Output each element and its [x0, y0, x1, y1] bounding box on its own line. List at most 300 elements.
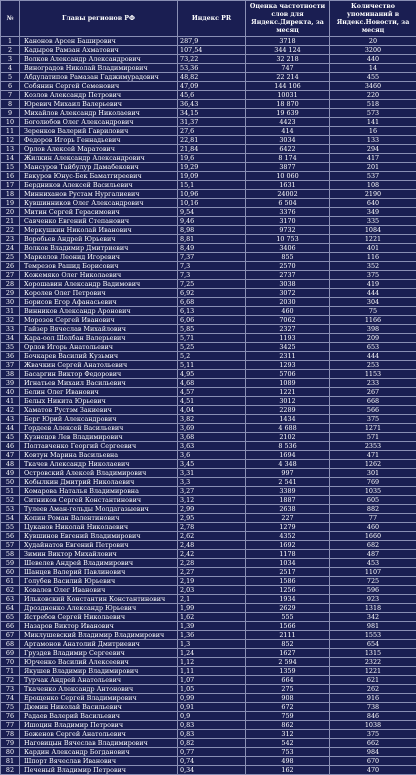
table-row: [1, 595, 416, 604]
pr-index-cell: 7,37: [178, 253, 246, 262]
row-number-cell: 46: [1, 442, 20, 451]
table-row: [1, 325, 416, 334]
pr-index-cell: 0,83: [178, 730, 246, 739]
direct-frequency-cell: 10031: [246, 91, 330, 100]
governor-name-cell: Шевелев Андрей Владимирович: [20, 559, 178, 568]
pr-index-cell: 4,95: [178, 370, 246, 379]
direct-frequency-cell: 3425: [246, 343, 330, 352]
governor-name-cell: Артамонов Анатолий Дмитриевич: [20, 640, 178, 649]
news-mentions-cell: 133: [330, 136, 416, 145]
news-mentions-cell: 846: [330, 712, 416, 721]
row-number-cell: 49: [1, 469, 20, 478]
pr-index-cell: 287,9: [178, 37, 246, 46]
news-mentions-cell: 470: [330, 766, 416, 775]
direct-frequency-cell: 2629: [246, 604, 330, 613]
header-yandex-news-mentions: Количество упоминаний в Яндекс.Новости, за месяц: [330, 1, 416, 37]
news-mentions-cell: 375: [330, 415, 416, 424]
row-number-cell: 19: [1, 199, 20, 208]
pr-index-cell: 34,15: [178, 109, 246, 118]
row-number-cell: 37: [1, 361, 20, 370]
governor-name-cell: Темрезов Рашид Борисович: [20, 262, 178, 271]
news-mentions-cell: 1262: [330, 460, 416, 469]
pr-index-cell: 3,45: [178, 460, 246, 469]
row-number-cell: 43: [1, 415, 20, 424]
governor-name-cell: Боголюбов Олег Александрович: [20, 118, 178, 127]
table-row: [1, 244, 416, 253]
pr-index-cell: 31,37: [178, 118, 246, 127]
row-number-cell: 28: [1, 280, 20, 289]
row-number-cell: 22: [1, 226, 20, 235]
governor-name-cell: Копин Роман Валентинович: [20, 514, 178, 523]
pr-index-cell: 3,68: [178, 433, 246, 442]
governor-name-cell: Королев Олег Петрович: [20, 289, 178, 298]
table-row: [1, 46, 416, 55]
governor-name-cell: Жилкин Александр Александрович: [20, 154, 178, 163]
pr-index-cell: 1,05: [178, 685, 246, 694]
news-mentions-cell: 460: [330, 523, 416, 532]
row-number-cell: 78: [1, 730, 20, 739]
table-row: [1, 289, 416, 298]
table-row: [1, 37, 416, 46]
header-yandex-direct-frequency: Оценка частотности слов для Яндекс.Директа, за месяц: [246, 1, 330, 37]
direct-frequency-cell: 344 124: [246, 46, 330, 55]
row-number-cell: 44: [1, 424, 20, 433]
governor-name-cell: Ильковский Константин Константинович: [20, 595, 178, 604]
governor-name-cell: Михайлов Александр Николаевич: [20, 109, 178, 118]
direct-frequency-cell: 3038: [246, 280, 330, 289]
row-number-cell: 14: [1, 154, 20, 163]
row-number-cell: 41: [1, 397, 20, 406]
direct-frequency-cell: 1631: [246, 181, 330, 190]
news-mentions-cell: 349: [330, 208, 416, 217]
table-row: [1, 613, 416, 622]
pr-index-cell: 8,81: [178, 235, 246, 244]
direct-frequency-cell: 1293: [246, 361, 330, 370]
pr-index-cell: 0,82: [178, 739, 246, 748]
governor-name-cell: Кожемяко Олег Николаевич: [20, 271, 178, 280]
governor-name-cell: Минниханов Рустам Нургалиевич: [20, 190, 178, 199]
table-row: [1, 217, 416, 226]
news-mentions-cell: 267: [330, 388, 416, 397]
news-mentions-cell: 20: [330, 37, 416, 46]
governor-name-cell: Шанцев Валерий Павлинович: [20, 568, 178, 577]
row-number-cell: 47: [1, 451, 20, 460]
table-row: [1, 568, 416, 577]
table-row: [1, 469, 416, 478]
news-mentions-cell: 981: [330, 622, 416, 631]
pr-index-cell: 6,92: [178, 289, 246, 298]
direct-frequency-cell: 4352: [246, 532, 330, 541]
pr-index-cell: 10,96: [178, 190, 246, 199]
table-row: [1, 514, 416, 523]
governor-name-cell: Басаргин Виктор Федорович: [20, 370, 178, 379]
row-number-cell: 42: [1, 406, 20, 415]
table-row: [1, 316, 416, 325]
table-row: [1, 694, 416, 703]
governor-name-cell: Игнатьев Михаил Васильевич: [20, 379, 178, 388]
governor-name-cell: Юрченко Василий Алексеевич: [20, 658, 178, 667]
row-number-cell: 18: [1, 190, 20, 199]
pr-index-cell: 1,36: [178, 631, 246, 640]
pr-index-cell: 2,78: [178, 523, 246, 532]
row-number-cell: 26: [1, 262, 20, 271]
governor-name-cell: Ястребов Сергей Николаевич: [20, 613, 178, 622]
direct-frequency-cell: 24002: [246, 190, 330, 199]
direct-frequency-cell: 759: [246, 712, 330, 721]
table-row: [1, 208, 416, 217]
row-number-cell: 65: [1, 613, 20, 622]
table-row: [1, 424, 416, 433]
table-row: [1, 559, 416, 568]
pr-index-cell: 1,99: [178, 604, 246, 613]
news-mentions-cell: 1107: [330, 568, 416, 577]
direct-frequency-cell: 862: [246, 721, 330, 730]
governor-name-cell: Островский Алексей Владимирович: [20, 469, 178, 478]
pr-index-cell: 3,63: [178, 442, 246, 451]
pr-index-cell: 3,27: [178, 487, 246, 496]
news-mentions-cell: 605: [330, 496, 416, 505]
row-number-cell: 58: [1, 550, 20, 559]
pr-index-cell: 1,12: [178, 658, 246, 667]
news-mentions-cell: 440: [330, 55, 416, 64]
pr-index-cell: 5,25: [178, 343, 246, 352]
news-mentions-cell: 417: [330, 154, 416, 163]
governor-name-cell: Гайзер Вячеслав Михайлович: [20, 325, 178, 334]
table-row: [1, 757, 416, 766]
row-number-cell: 61: [1, 577, 20, 586]
governor-name-cell: Савченко Евгений Степанович: [20, 217, 178, 226]
row-number-cell: 35: [1, 343, 20, 352]
direct-frequency-cell: 908: [246, 694, 330, 703]
pr-index-cell: 2,48: [178, 541, 246, 550]
direct-frequency-cell: 7062: [246, 316, 330, 325]
direct-frequency-cell: 855: [246, 253, 330, 262]
news-mentions-cell: 1318: [330, 604, 416, 613]
news-mentions-cell: 401: [330, 244, 416, 253]
governor-name-cell: Ткаченко Александр Антонович: [20, 685, 178, 694]
header-pr-index: Индекс PR: [178, 1, 246, 37]
direct-frequency-cell: 997: [246, 469, 330, 478]
governor-name-cell: Собянин Сергей Семенович: [20, 82, 178, 91]
table-row: [1, 181, 416, 190]
governor-name-cell: Кузнецов Лев Владимирович: [20, 433, 178, 442]
governor-name-cell: Меркушкин Николай Иванович: [20, 226, 178, 235]
direct-frequency-cell: 312: [246, 730, 330, 739]
news-mentions-cell: 352: [330, 262, 416, 271]
table-row: [1, 703, 416, 712]
news-mentions-cell: 2190: [330, 190, 416, 199]
table-row: [1, 532, 416, 541]
row-number-cell: 80: [1, 748, 20, 757]
direct-frequency-cell: 2327: [246, 325, 330, 334]
news-mentions-cell: 670: [330, 757, 416, 766]
table-row: [1, 127, 416, 136]
pr-index-cell: 2,27: [178, 568, 246, 577]
direct-frequency-cell: 664: [246, 676, 330, 685]
row-number-cell: 53: [1, 505, 20, 514]
table-row: [1, 721, 416, 730]
news-mentions-cell: 77: [330, 514, 416, 523]
governor-name-cell: Голубев Василий Юрьевич: [20, 577, 178, 586]
governor-name-cell: Гордеев Алексей Васильевич: [20, 424, 178, 433]
table-row: [1, 640, 416, 649]
row-number-cell: 56: [1, 532, 20, 541]
governor-name-cell: Бердников Алексей Васильевич: [20, 181, 178, 190]
pr-index-cell: 0,74: [178, 757, 246, 766]
row-number-cell: 48: [1, 460, 20, 469]
pr-index-cell: 8,49: [178, 244, 246, 253]
row-number-cell: 15: [1, 163, 20, 172]
governor-name-cell: Зеренков Валерий Гаврилович: [20, 127, 178, 136]
table-row: [1, 73, 416, 82]
governor-name-cell: Миклушевский Владимир Владимирович: [20, 631, 178, 640]
news-mentions-cell: 668: [330, 397, 416, 406]
news-mentions-cell: 1221: [330, 235, 416, 244]
table-row: [1, 172, 416, 181]
governor-name-cell: Шпорт Вячеслав Иванович: [20, 757, 178, 766]
row-number-cell: 3: [1, 55, 20, 64]
news-mentions-cell: 455: [330, 73, 416, 82]
direct-frequency-cell: 1566: [246, 622, 330, 631]
pr-index-cell: 8,98: [178, 226, 246, 235]
news-mentions-cell: 16: [330, 127, 416, 136]
direct-frequency-cell: 1256: [246, 586, 330, 595]
row-number-cell: 68: [1, 640, 20, 649]
pr-index-cell: 27,6: [178, 127, 246, 136]
governor-name-cell: Бочкарев Василий Кузьмич: [20, 352, 178, 361]
news-mentions-cell: 201: [330, 163, 416, 172]
table-row: [1, 334, 416, 343]
direct-frequency-cell: 19 639: [246, 109, 330, 118]
row-number-cell: 71: [1, 667, 20, 676]
table-row: [1, 748, 416, 757]
governor-name-cell: Ковтун Марина Васильевна: [20, 451, 178, 460]
governor-name-cell: Дюмин Николай Васильевич: [20, 703, 178, 712]
news-mentions-cell: 209: [330, 334, 416, 343]
direct-frequency-cell: 2570: [246, 262, 330, 271]
header-governor-name: Главы регионов РФ: [20, 1, 178, 37]
pr-index-cell: 7,3: [178, 262, 246, 271]
governor-name-cell: Берг Юрий Александрович: [20, 415, 178, 424]
row-number-cell: 38: [1, 370, 20, 379]
governor-name-cell: Назаров Виктор Иванович: [20, 622, 178, 631]
governor-name-cell: Боженов Сергей Анатольевич: [20, 730, 178, 739]
direct-frequency-cell: 144 106: [246, 82, 330, 91]
direct-frequency-cell: 1279: [246, 523, 330, 532]
news-mentions-cell: 653: [330, 343, 416, 352]
direct-frequency-cell: 6 504: [246, 199, 330, 208]
direct-frequency-cell: 3376: [246, 208, 330, 217]
news-mentions-cell: 916: [330, 694, 416, 703]
news-mentions-cell: 725: [330, 577, 416, 586]
pr-index-cell: 107,54: [178, 46, 246, 55]
row-number-cell: 62: [1, 586, 20, 595]
table-row: [1, 406, 416, 415]
direct-frequency-cell: 1178: [246, 550, 330, 559]
news-mentions-cell: 537: [330, 172, 416, 181]
direct-frequency-cell: 747: [246, 64, 330, 73]
direct-frequency-cell: 6422: [246, 145, 330, 154]
governor-name-cell: Орлов Алексей Маратович: [20, 145, 178, 154]
direct-frequency-cell: 1934: [246, 595, 330, 604]
row-number-cell: 23: [1, 235, 20, 244]
pr-index-cell: 2,28: [178, 559, 246, 568]
row-number-cell: 51: [1, 487, 20, 496]
direct-frequency-cell: 3877: [246, 163, 330, 172]
direct-frequency-cell: 275: [246, 685, 330, 694]
pr-index-cell: 0,99: [178, 694, 246, 703]
table-row: [1, 307, 416, 316]
governor-name-cell: Ишоцин Владимир Петрович: [20, 721, 178, 730]
news-mentions-cell: 14: [330, 64, 416, 73]
pr-index-cell: 0,91: [178, 703, 246, 712]
table-row: [1, 100, 416, 109]
news-mentions-cell: 1084: [330, 226, 416, 235]
news-mentions-cell: 1038: [330, 721, 416, 730]
row-number-cell: 11: [1, 127, 20, 136]
table-row: [1, 145, 416, 154]
direct-frequency-cell: 2311: [246, 352, 330, 361]
table-row: [1, 55, 416, 64]
direct-frequency-cell: 8 536: [246, 442, 330, 451]
table-row: [1, 298, 416, 307]
pr-index-cell: 47,09: [178, 82, 246, 91]
table-row: [1, 226, 416, 235]
header-row: [1, 1, 416, 37]
pr-index-cell: 1,3: [178, 640, 246, 649]
pr-index-cell: 53,36: [178, 64, 246, 73]
row-number-cell: 6: [1, 82, 20, 91]
row-number-cell: 31: [1, 307, 20, 316]
news-mentions-cell: 882: [330, 505, 416, 514]
direct-frequency-cell: 2638: [246, 505, 330, 514]
table-row: [1, 199, 416, 208]
row-number-cell: 60: [1, 568, 20, 577]
row-number-cell: 29: [1, 289, 20, 298]
news-mentions-cell: 1553: [330, 631, 416, 640]
direct-frequency-cell: 32 218: [246, 55, 330, 64]
pr-index-cell: 3,6: [178, 451, 246, 460]
row-number-cell: 66: [1, 622, 20, 631]
direct-frequency-cell: 1034: [246, 559, 330, 568]
pr-index-cell: 19,6: [178, 154, 246, 163]
direct-frequency-cell: 9732: [246, 226, 330, 235]
direct-frequency-cell: 8 174: [246, 154, 330, 163]
table-row: [1, 109, 416, 118]
header-number: №: [1, 1, 20, 37]
governor-name-cell: Полтавченко Георгий Сергеевич: [20, 442, 178, 451]
table-row: [1, 496, 416, 505]
news-mentions-cell: 596: [330, 586, 416, 595]
direct-frequency-cell: 1221: [246, 388, 330, 397]
news-mentions-cell: 375: [330, 271, 416, 280]
table-row: [1, 460, 416, 469]
table-row: [1, 352, 416, 361]
news-mentions-cell: 1035: [330, 487, 416, 496]
row-number-cell: 81: [1, 757, 20, 766]
direct-frequency-cell: 2517: [246, 568, 330, 577]
news-mentions-cell: 571: [330, 433, 416, 442]
governor-name-cell: Печеный Владимир Петрович: [20, 766, 178, 775]
pr-index-cell: 7,3: [178, 271, 246, 280]
direct-frequency-cell: 10 060: [246, 172, 330, 181]
table-row: [1, 604, 416, 613]
direct-frequency-cell: 3406: [246, 244, 330, 253]
table-row: [1, 442, 416, 451]
row-number-cell: 27: [1, 271, 20, 280]
governor-name-cell: Ковалев Олег Иванович: [20, 586, 178, 595]
table-row: [1, 685, 416, 694]
pr-index-cell: 0,77: [178, 748, 246, 757]
row-number-cell: 70: [1, 658, 20, 667]
table-row: [1, 541, 416, 550]
row-number-cell: 45: [1, 433, 20, 442]
pr-index-cell: 5,11: [178, 361, 246, 370]
pr-index-cell: 9,46: [178, 217, 246, 226]
table-row: [1, 649, 416, 658]
table-row: [1, 451, 416, 460]
pr-index-cell: 1,11: [178, 667, 246, 676]
governor-name-cell: Турчак Андрей Анатольевич: [20, 676, 178, 685]
governor-name-cell: Ерощенко Сергей Владимирович: [20, 694, 178, 703]
table-row: [1, 262, 416, 271]
pr-index-cell: 1,62: [178, 613, 246, 622]
pr-index-cell: 0,83: [178, 721, 246, 730]
row-number-cell: 33: [1, 325, 20, 334]
direct-frequency-cell: 3170: [246, 217, 330, 226]
governor-name-cell: Жвачкин Сергей Анатольевич: [20, 361, 178, 370]
direct-frequency-cell: 852: [246, 640, 330, 649]
table-row: [1, 478, 416, 487]
row-number-cell: 25: [1, 253, 20, 262]
news-mentions-cell: 984: [330, 748, 416, 757]
pr-index-cell: 9,54: [178, 208, 246, 217]
governor-name-cell: Козлов Александр Петрович: [20, 91, 178, 100]
direct-frequency-cell: 1359: [246, 667, 330, 676]
news-mentions-cell: 220: [330, 91, 416, 100]
row-number-cell: 77: [1, 721, 20, 730]
row-number-cell: 67: [1, 631, 20, 640]
pr-index-cell: 3,12: [178, 496, 246, 505]
direct-frequency-cell: 753: [246, 748, 330, 757]
news-mentions-cell: 304: [330, 298, 416, 307]
pr-index-cell: 0,34: [178, 766, 246, 775]
table-body: [1, 37, 416, 775]
news-mentions-cell: 108: [330, 181, 416, 190]
news-mentions-cell: 1166: [330, 316, 416, 325]
direct-frequency-cell: 2111: [246, 631, 330, 640]
row-number-cell: 16: [1, 172, 20, 181]
table-row: [1, 154, 416, 163]
governor-name-cell: Радаев Валерий Васильевич: [20, 712, 178, 721]
direct-frequency-cell: 460: [246, 307, 330, 316]
governor-name-cell: Федоров Игорь Геннадьевич: [20, 136, 178, 145]
governor-name-cell: Морозов Сергей Иванович: [20, 316, 178, 325]
pr-index-cell: 0,9: [178, 712, 246, 721]
governor-name-cell: Митин Сергей Герасимович: [20, 208, 178, 217]
news-mentions-cell: 1315: [330, 649, 416, 658]
news-mentions-cell: 342: [330, 613, 416, 622]
news-mentions-cell: 1153: [330, 370, 416, 379]
table-row: [1, 82, 416, 91]
pr-index-cell: 2,62: [178, 532, 246, 541]
governor-name-cell: Кардин Александр Богданович: [20, 748, 178, 757]
table-row: [1, 730, 416, 739]
governor-name-cell: Мансуров Тайбулур Дамабекович: [20, 163, 178, 172]
news-mentions-cell: 262: [330, 685, 416, 694]
pr-index-cell: 4,57: [178, 388, 246, 397]
direct-frequency-cell: 498: [246, 757, 330, 766]
